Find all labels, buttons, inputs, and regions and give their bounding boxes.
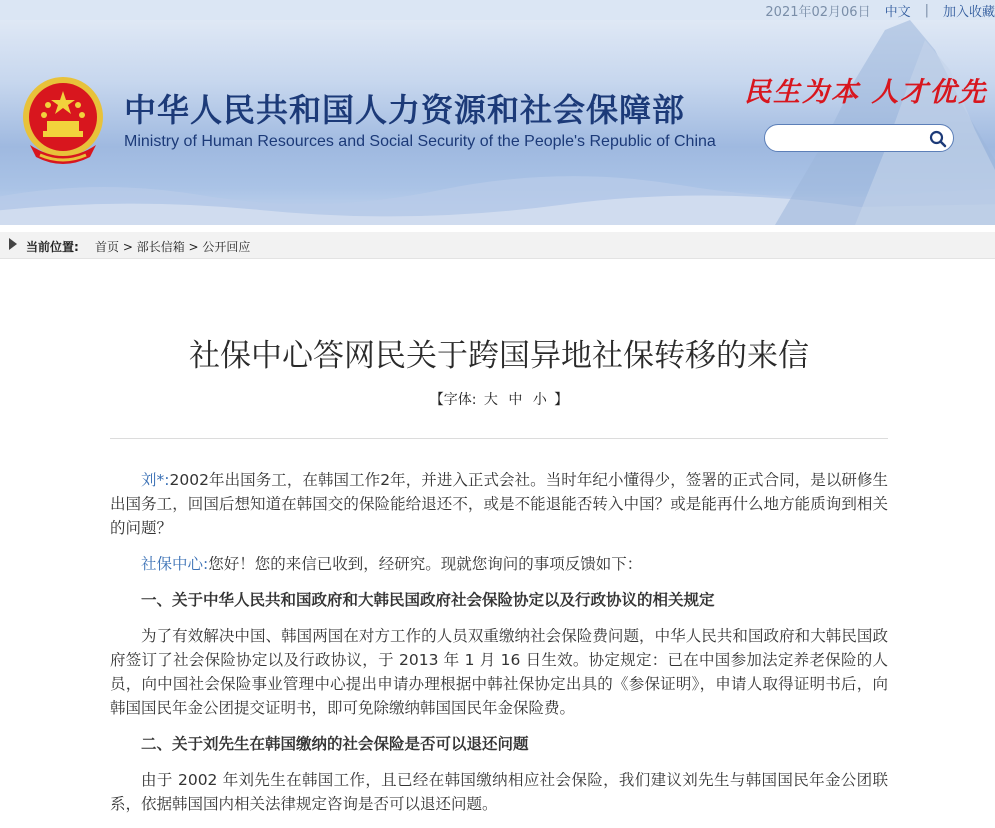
font-size-large[interactable]: 大 bbox=[483, 392, 498, 408]
top-bar bbox=[0, 0, 995, 20]
breadcrumb-mailbox-link[interactable]: 部长信箱 bbox=[136, 240, 185, 254]
breadcrumb-label: 当前位置: bbox=[26, 240, 79, 254]
breadcrumb bbox=[0, 232, 995, 259]
section-heading-1: 一、关于中华人民共和国政府和大韩民国政府社会保险协定以及行政协议的相关规定 bbox=[141, 591, 715, 609]
lang-chinese-link[interactable]: 中文 bbox=[884, 4, 911, 20]
answerer-name: 社保中心: bbox=[141, 555, 209, 573]
font-size-medium[interactable]: 中 bbox=[508, 392, 523, 408]
ministry-title-cn: 中华人民共和国人力资源和社会保障部 bbox=[124, 91, 686, 129]
national-emblem-icon bbox=[20, 75, 106, 167]
answer-intro-paragraph bbox=[110, 552, 888, 576]
search-box bbox=[764, 124, 954, 152]
breadcrumb-sep: > bbox=[119, 240, 137, 254]
section-paragraph-1: 为了有效解决中国、韩国两国在对方工作的人员双重缴纳社会保险费问题，中华人民共和国政府和大韩民国政府签订了社会保险协定以及行政协议，于 2013 年 1 月 16 日生效。协定规定：已在中国参加法定养老保险的人员，向中国社会保险事业管理中心提出申请办理根据中韩社保协定出具的《参保证明》，申请人取得证明书后，向韩国国民年金公团提交证明书，即可免除缴纳韩国国民年金保险费。 bbox=[110, 627, 888, 717]
section-heading-2: 二、关于刘先生在韩国缴纳的社会保险是否可以退还问题 bbox=[141, 735, 529, 753]
answer-intro-text: 您好！您的来信已收到，经研究。现就您询问的事项反馈如下： bbox=[208, 555, 643, 573]
font-size-suffix: 】 bbox=[554, 392, 569, 408]
current-date: 2021年02月06日 bbox=[765, 4, 871, 20]
questioner-name: 刘*: bbox=[141, 471, 170, 489]
breadcrumb-home-link[interactable]: 首页 bbox=[95, 240, 120, 254]
question-paragraph bbox=[110, 468, 888, 540]
article-body bbox=[110, 468, 888, 828]
great-wall-decoration bbox=[735, 20, 995, 225]
add-favorite-link[interactable]: 加入收藏 bbox=[942, 4, 995, 20]
top-separator: | bbox=[924, 2, 929, 18]
font-size-switcher bbox=[110, 389, 888, 409]
search-input[interactable] bbox=[777, 129, 929, 149]
header-banner bbox=[0, 20, 995, 225]
top-bar-links bbox=[765, 0, 995, 20]
ministry-title-en: Ministry of Human Resources and Social Security of the People's Republic of China bbox=[124, 133, 716, 150]
breadcrumb-arrow-icon bbox=[9, 238, 17, 250]
search-icon[interactable] bbox=[928, 129, 948, 149]
section-paragraph-2: 由于 2002 年刘先生在韩国工作，且已经在韩国缴纳相应社会保险，我们建议刘先生与韩国国民年金公团联系，依据韩国国内相关法律规定咨询是否可以退还问题。 bbox=[110, 771, 888, 813]
font-size-prefix: 【字体: bbox=[429, 392, 477, 408]
article-title: 社保中心答网民关于跨国异地社保转移的来信 bbox=[189, 338, 809, 374]
breadcrumb-public-response-link[interactable]: 公开回应 bbox=[202, 240, 251, 254]
slogan: 民生为本 人才优先 bbox=[744, 77, 988, 108]
question-text: 2002年出国务工，在韩国工作2年，并进入正式会社。当时年纪小懂得少，签署的正式合同，是以研修生出国务工，回国后想知道在韩国交的保险能给退还不，或是不能退能否转入中国？或是能再什么地方能质询到相关的问题？ bbox=[110, 471, 889, 537]
font-size-small[interactable]: 小 bbox=[532, 392, 547, 408]
breadcrumb-path bbox=[95, 238, 250, 255]
title-divider bbox=[110, 438, 888, 439]
breadcrumb-sep: > bbox=[184, 240, 203, 254]
